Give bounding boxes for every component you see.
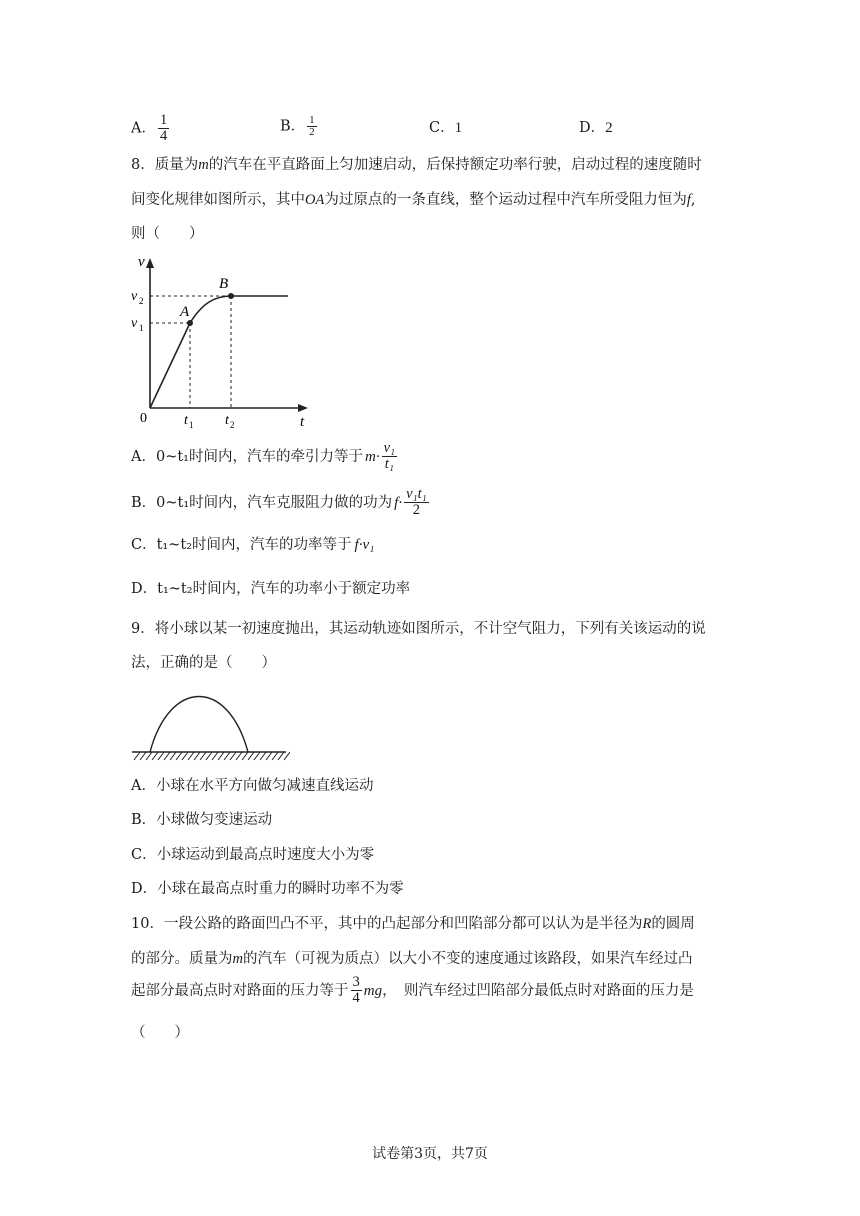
option-label: A． <box>131 120 156 137</box>
option-text: C．小球运动到最高点时速度大小为零 <box>131 847 375 863</box>
q8-option-a <box>131 441 399 472</box>
point-b-label: B <box>219 276 229 292</box>
text: 9．将小球以某一初速度抛出，其运动轨迹如图所示，不计空气阻力，下列有关该运动的说 <box>131 621 706 637</box>
hatch-mark <box>224 752 230 760</box>
fraction <box>307 115 317 138</box>
q10-stem-line3 <box>131 975 694 1006</box>
v1-label: v <box>131 316 138 331</box>
point-b-dot <box>228 293 234 299</box>
var-m: m <box>198 157 209 173</box>
option-label: A． <box>131 448 156 465</box>
q7-option-a <box>131 113 171 144</box>
hatch-mark <box>134 752 140 760</box>
option-label: C． <box>131 537 157 553</box>
hatch-mark <box>146 752 152 760</box>
hatch-mark <box>206 752 212 760</box>
hatch-mark <box>182 752 188 760</box>
axis-t-label: t <box>300 414 305 430</box>
point-a-label: A <box>180 304 190 320</box>
origin-label: 0 <box>140 411 147 426</box>
text: 的圆周 <box>651 916 695 932</box>
hatch-mark <box>236 752 242 760</box>
point-a-dot <box>187 320 193 326</box>
hatch-mark <box>212 752 218 760</box>
text: 的部分。质量为 <box>131 951 233 967</box>
text: 间变化规律如图所示，其中 <box>131 192 305 208</box>
v1-sub: 1 <box>139 323 144 333</box>
q10-stem-line1 <box>131 914 695 934</box>
hatch-mark <box>194 752 200 760</box>
q8-stem-line1 <box>131 155 702 175</box>
hatch-mark <box>158 752 164 760</box>
text: 8．质量为 <box>131 157 199 173</box>
option-text: 0~t₁时间内，汽车克服阻力做的功为 <box>156 494 393 511</box>
math-f: f· <box>394 494 403 511</box>
t2-sub: 2 <box>230 420 235 430</box>
fraction <box>351 975 362 1006</box>
fraction-numerator: 1 <box>309 114 315 126</box>
fraction-denominator: 4 <box>159 128 168 144</box>
text: 则（ ） <box>131 226 204 242</box>
option-label: C． <box>429 120 455 136</box>
t2-label: t <box>225 413 229 428</box>
text: 为过原点的一条直线，整个运动过程中汽车所受阻力恒为 <box>324 192 687 208</box>
v2-sub: 2 <box>139 296 144 306</box>
hatch-mark <box>254 752 260 760</box>
text: 法，正确的是（ ） <box>131 655 276 671</box>
t1-sub: 1 <box>189 420 194 430</box>
fraction <box>158 113 169 144</box>
q8-option-d <box>131 579 410 599</box>
parabolic-trajectory <box>150 697 248 753</box>
option-label: D． <box>131 581 158 597</box>
option-text: t₁~t₂时间内，汽车的功率小于额定功率 <box>157 581 411 597</box>
hatch-mark <box>170 752 176 760</box>
text: 起部分最高点时对路面的压力等于 <box>131 982 349 999</box>
t-axis-arrow <box>298 404 308 412</box>
text: ， 则汽车经过凹陷部分最低点时对路面的压力是 <box>382 982 694 999</box>
q9-option-a <box>131 776 373 796</box>
fraction <box>404 487 429 518</box>
hatch-mark <box>248 752 254 760</box>
q10-stem-line2 <box>131 949 692 969</box>
fraction-denominator: t₁ <box>384 456 394 472</box>
hatch-mark <box>266 752 272 760</box>
option-text: 0~t₁时间内，汽车的牵引力等于 <box>155 448 363 465</box>
hatch-mark <box>284 752 290 760</box>
option-label: D． <box>579 120 606 136</box>
q9-stem-line1 <box>131 619 706 639</box>
q8-stem-line3 <box>131 224 204 244</box>
hatch-mark <box>200 752 206 760</box>
text: , <box>690 192 696 208</box>
q7-option-d <box>579 118 613 138</box>
q8-stem-line2 <box>131 190 695 210</box>
fraction-numerator: v₁ <box>383 440 396 456</box>
fraction-numerator: 1 <box>159 112 168 128</box>
fraction-denominator: 2 <box>309 126 315 138</box>
q8-option-c <box>131 535 374 555</box>
option-value: 1 <box>454 120 463 136</box>
velocity-time-graph <box>128 250 318 430</box>
var-r: R <box>642 916 652 932</box>
trajectory-figure <box>130 678 290 768</box>
q10-stem-line4 <box>131 1023 189 1043</box>
var-oa: OA <box>305 192 325 208</box>
fraction-denominator: 4 <box>352 990 360 1006</box>
option-text: A．小球在水平方向做匀减速直线运动 <box>131 778 374 794</box>
option-text: D．小球在最高点时重力的瞬时功率不为零 <box>131 881 404 897</box>
q9-option-b <box>131 810 272 830</box>
t1-label: t <box>184 413 188 428</box>
hatch-mark <box>272 752 278 760</box>
text: （ ） <box>131 1025 189 1041</box>
math-m: m· <box>365 448 380 465</box>
page-footer <box>0 1143 860 1163</box>
q9-option-d <box>131 879 404 899</box>
var-f: f <box>686 192 691 208</box>
v-axis-arrow <box>146 258 154 268</box>
text: 的汽车（可视为质点）以大小不变的速度通过该路段，如果汽车经过凸 <box>242 951 693 967</box>
fraction-denominator: 2 <box>412 502 420 518</box>
fraction <box>382 441 397 472</box>
ground-hatching <box>134 752 290 760</box>
hatch-mark <box>164 752 170 760</box>
text: 10．一段公路的路面凹凸不平，其中的凸起部分和凹陷部分都可以认为是半径为 <box>131 916 643 932</box>
axis-v-label: v <box>138 254 145 270</box>
hatch-mark <box>230 752 236 760</box>
q9-stem-line2 <box>131 653 276 673</box>
hatch-mark <box>140 752 146 760</box>
text: 的汽车在平直路面上匀加速启动，后保持额定功率行驶，启动过程的速度随时 <box>208 157 702 173</box>
hatch-mark <box>260 752 266 760</box>
q9-option-c <box>131 845 374 865</box>
q8-option-b <box>131 487 431 518</box>
option-label: B． <box>131 494 157 511</box>
option-text: B．小球做匀变速运动 <box>131 812 273 828</box>
hatch-mark <box>152 752 158 760</box>
math-mg: mg <box>363 982 383 999</box>
option-value: 2 <box>605 120 613 136</box>
fraction-numerator: 3 <box>352 974 360 990</box>
q7-option-c <box>429 118 462 138</box>
q7-option-b <box>280 115 319 138</box>
math-fv1: f·v₁ <box>354 537 375 553</box>
velocity-curve <box>150 296 288 408</box>
hatch-mark <box>176 752 182 760</box>
hatch-mark <box>242 752 248 760</box>
v2-label: v <box>131 289 138 304</box>
hatch-mark <box>188 752 194 760</box>
option-text: t₁~t₂时间内，汽车的功率等于 <box>156 537 352 553</box>
hatch-mark <box>218 752 224 760</box>
hatch-mark <box>278 752 284 760</box>
fraction-numerator: v₁t₁ <box>406 486 427 502</box>
option-label: B． <box>280 118 306 135</box>
page-number: 试卷第3页，共7页 <box>372 1146 488 1162</box>
var-m: m <box>232 951 243 967</box>
